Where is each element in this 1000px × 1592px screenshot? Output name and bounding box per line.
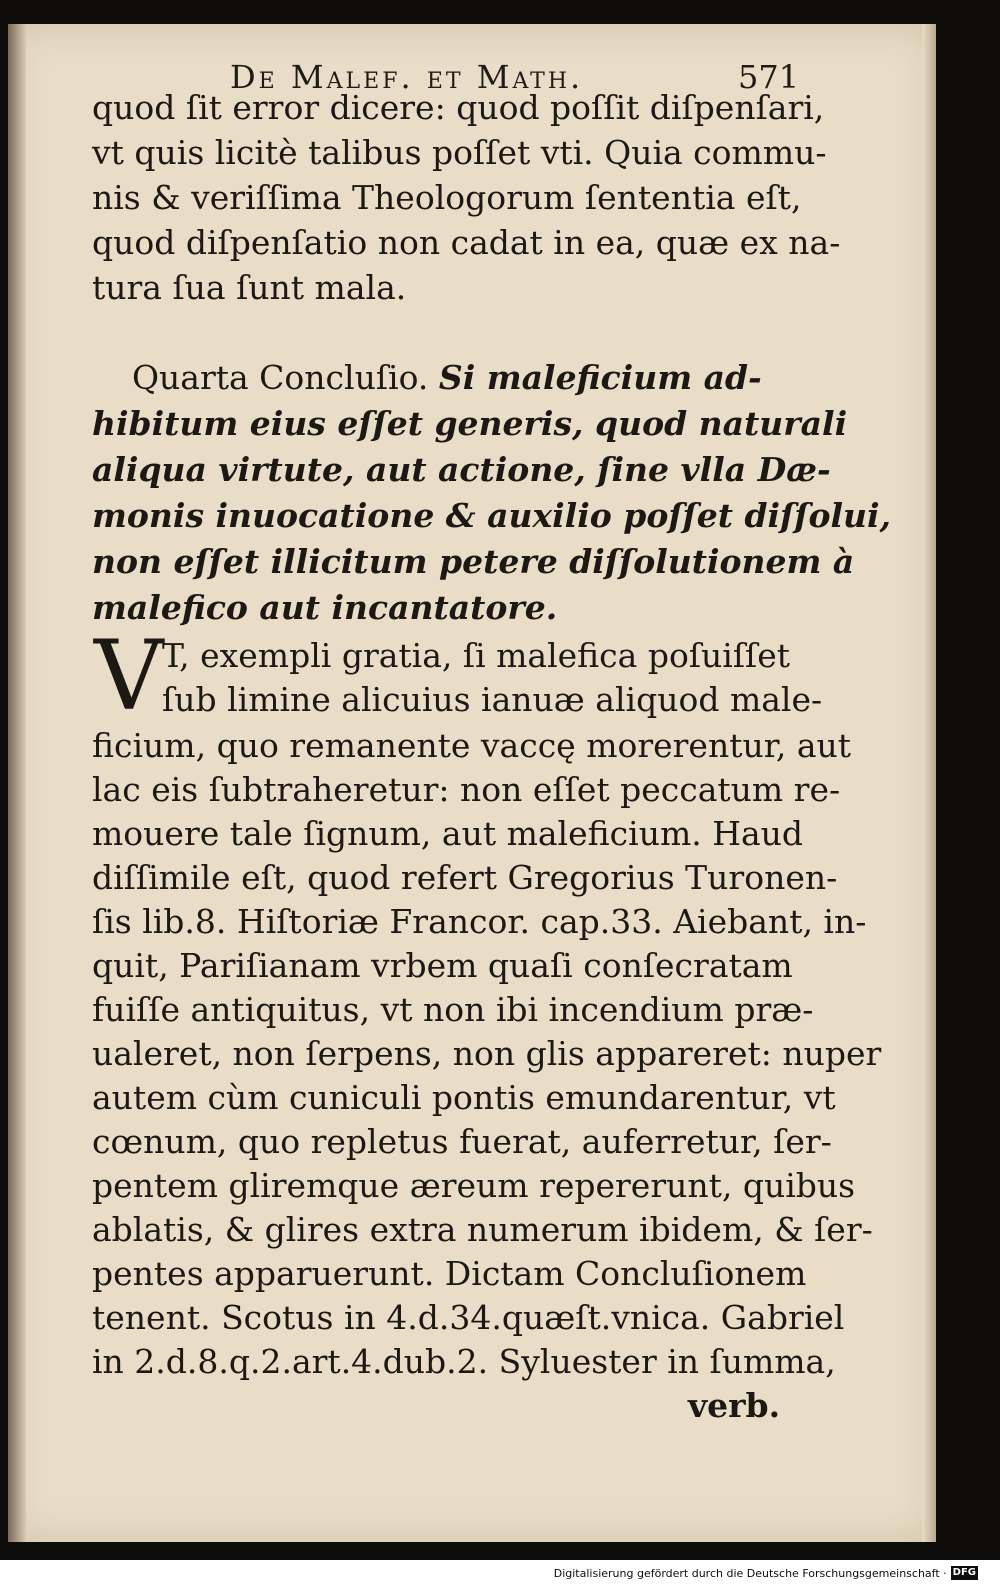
conclusion-line: hibitum eius eſſet generis, quod naturali (92, 404, 848, 443)
page-edge-left (8, 24, 26, 1542)
text-line: quod ſit error dicere: quod poſſit diſpenſari, (92, 88, 825, 127)
text-line: ablatis, & glires extra numerum ibidem, & ſer- (92, 1210, 873, 1249)
text-line: tura ſua ſunt mala. (92, 268, 407, 307)
conclusion-line: aliqua virtute, aut actione, ſine vlla Dæ- (92, 450, 831, 489)
text-line: T, exempli gratia, ſi malefica poſuiſſet (162, 636, 791, 675)
conclusion-line: non eſſet illicitum petere diſſolutionem à (92, 542, 855, 581)
text-line: in 2.d.8.q.2.art.4.dub.2. Syluester in ſumma, (92, 1342, 836, 1381)
drop-cap: V (94, 620, 164, 732)
page-number: 571 (738, 58, 800, 96)
text-line: autem cùm cuniculi pontis emundarentur, vt (92, 1078, 836, 1117)
text-line: ſis lib.8. Hiſtoriæ Francor. cap.33. Aiebant, in- (92, 902, 867, 941)
conclusion-italic-start: Si maleficium ad- (438, 358, 762, 397)
text-line: mouere tale ſignum, aut maleficium. Haud (92, 814, 804, 853)
running-title: De Malef. et Math. (230, 58, 584, 96)
dfg-logo: DFG (952, 1567, 976, 1578)
text-line: pentem gliremque æreum repererunt, quibus (92, 1166, 856, 1205)
text-line: lac eis ſubtraheretur: non eſſet peccatum re- (92, 770, 841, 809)
text-line: ualeret, non ſerpens, non glis appareret: nuper (92, 1034, 882, 1073)
book-page (8, 24, 936, 1542)
text-line: diſſimile eſt, quod refert Gregorius Turonen- (92, 858, 838, 897)
footer-credit (554, 1566, 978, 1580)
text-line: fuiſſe antiquitus, vt non ibi incendium præ- (92, 990, 814, 1029)
text-line: vt quis licitè talibus poſſet vti. Quia commu- (92, 133, 827, 172)
conclusion-line: monis inuocatione & auxilio poſſet diſſolui, (92, 496, 892, 535)
conclusion-line: malefico aut incantatore. (92, 588, 558, 627)
text-line: quit, Pariſianam vrbem quaſi conſecratam (92, 946, 793, 985)
text-line: pentes apparuerunt. Dictam Concluſionem (92, 1254, 807, 1293)
text-line: ſub limine alicuius ianuæ aliquod male- (162, 680, 823, 719)
text-line: tenent. Scotus in 4.d.34.quæſt.vnica. Gabriel (92, 1298, 845, 1337)
page-edge-right (922, 24, 936, 1542)
conclusion-heading (132, 358, 762, 398)
text-line: nis & veriſſima Theologorum ſententia eſt, (92, 178, 802, 217)
footer-text: Digitalisierung gefördert durch die Deutsche Forschungsgemeinschaft · (553, 1566, 947, 1580)
text-line: cœnum, quo repletus fuerat, auferretur, ſer- (92, 1122, 832, 1161)
text-line: ficium, quo remanente vaccę morerentur, aut (92, 726, 852, 765)
catchword: verb. (688, 1386, 781, 1425)
text-line: quod diſpenſatio non cadat in ea, quæ ex na- (92, 223, 841, 262)
conclusion-label: Quarta Concluſio. (132, 358, 429, 397)
